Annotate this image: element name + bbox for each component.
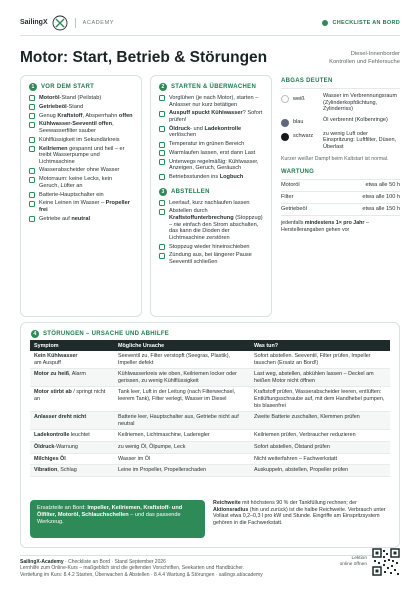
reichweite-note: Reichweite mit höchstens 90 % der Tankfüllung rechnen; der Aktionsradius (hin und zurück) ist die halbe Reichweite. Verbrauch unter Vollast etwa 0,2–0,3 l pro kW und Stunde. Eingriffe am Einspritzsystem gehören in die Fachwerkstatt.	[213, 500, 386, 526]
table-header-row	[30, 340, 390, 351]
checklist-item[interactable]: Zündung aus, bei längerer Pause Seeventil schließen	[159, 252, 263, 265]
ersatzteile-box: Ersatzteile an Bord: Impeller, Keilriemen, Kraftstoff- und Ölfilter, Motoröl, Schlauchschellen – und das passende Werkzeug.	[30, 500, 205, 538]
checkbox[interactable]	[159, 95, 165, 101]
column-header: Symptom	[30, 340, 114, 351]
section-title: ABSTELLEN	[171, 188, 210, 195]
checklist-item[interactable]: Motorraum: keine Lecks, kein Geruch, Lüfter an	[29, 176, 133, 189]
brand-divider	[75, 18, 76, 28]
subtitle-line: Kontrollen und Fehlersuche	[329, 59, 400, 65]
checklist-item[interactable]: Kühlflüssigkeit im Sekundärkreis	[29, 137, 133, 144]
smoke-label: schwarz	[293, 133, 314, 140]
checklist-item[interactable]: Leerlauf, kurz nachlaufen lassen	[159, 200, 263, 207]
checklist-item[interactable]: Unterwegs regelmäßig: Kühlwasser, Anzeigen, Geruch, Geräusch	[159, 159, 263, 172]
wartung-footnote: jedenfalls mindestens 1× pro Jahr – Herstellerangaben gehen vor	[281, 219, 369, 233]
checkbox[interactable]	[159, 244, 165, 250]
checkbox[interactable]	[159, 253, 165, 259]
smoke-description: zu wenig Luft oder Einspritzung: Luftfilter, Düsen, Überlast	[323, 130, 397, 150]
checklist-starten	[159, 95, 263, 181]
qr-code-icon[interactable]	[372, 548, 400, 576]
section-heading	[159, 188, 263, 196]
footer-line: SailingX-Academy · Checkliste an Bord · Stand September 2026	[20, 559, 166, 565]
section-number: 3	[159, 188, 167, 196]
badge-dot-icon	[322, 20, 328, 26]
footer-line: Vertiefung im Kurs: 8.4.2 Starten, Überwachen & Abstellen · 8.4.4 Wartung & Störungen · sailingx.at/academy	[20, 571, 263, 578]
column-header: Mögliche Ursache	[114, 340, 250, 351]
checkbox[interactable]	[29, 216, 35, 222]
checklist-vor-dem-start	[29, 95, 133, 222]
checklist-item[interactable]: Kühlwasser-Seeventil offen, Seewasserfilter sauber	[29, 121, 133, 134]
section-heading	[31, 330, 169, 338]
checkbox[interactable]	[159, 200, 165, 206]
checkbox[interactable]	[29, 95, 35, 101]
table-row: Öldruck-Warnung zu wenig Öl, Ölpumpe, Leck Sofort abstellen, Ölstand prüfen	[30, 441, 390, 453]
abgas-note: Kurzer weißer Dampf beim Kaltstart ist normal.	[281, 155, 389, 162]
checklist-item[interactable]: Keilriemen gespannt und heil – er treibt Wasserpumpe und Lichtmaschine	[29, 146, 133, 166]
checkbox[interactable]	[159, 209, 165, 215]
section-number: 1	[29, 83, 37, 91]
section-heading	[159, 83, 263, 91]
table-row: Milchiges Öl Wasser im Öl Nicht weiterfahren – Fachwerkstatt	[30, 453, 390, 465]
table-row: Vibration, Schlag Leine im Propeller, Propellerschaden Auskuppeln, abstellen, Propeller prüfen	[30, 465, 390, 477]
checklist-item[interactable]: Batterie-Hauptschalter ein	[29, 192, 133, 199]
smoke-description: Öl verbrennt (Kolbenringe)	[323, 116, 388, 123]
checkbox[interactable]	[29, 192, 35, 198]
checklist-item[interactable]: Betriebsstunden ins Logbuch	[159, 174, 263, 181]
checklist-item[interactable]: Getriebeöl-Stand	[29, 104, 133, 111]
section-title: STARTEN & ÜBERWACHEN	[171, 84, 257, 90]
checkbox[interactable]	[29, 122, 35, 128]
checkbox[interactable]	[29, 137, 35, 143]
divider	[281, 88, 400, 89]
smoke-swatch-black	[281, 133, 289, 141]
checkbox[interactable]	[29, 146, 35, 152]
checklist-badge	[322, 20, 400, 26]
checkbox[interactable]	[29, 201, 35, 207]
panel-vor-dem-start	[20, 75, 142, 317]
table-row: Anlasser dreht nicht Batterie leer, Hauptschalter aus, Getriebe nicht auf neutral Zweite Batterie zuschalten, Klemmen prüfen	[30, 412, 390, 430]
abgas-row	[281, 117, 400, 127]
checkbox[interactable]	[159, 142, 165, 148]
table-row: Motor stirbt ab / springt nicht an Tank leer, Luft in der Leitung (nach Filterwechsel, leerem Tank), Filter verlegt, Wasser im Diesel Kraftstoff prüfen, Wasserabscheider leeren, entlüften: Entlüftungsschraube auf, mit dem Handhebel pumpen, bis blasenfrei	[30, 387, 390, 412]
checklist-abstellen	[159, 200, 263, 266]
right-column	[281, 78, 400, 233]
wartung-row: Filter etwa alle 100 h	[281, 192, 400, 204]
checklist-item[interactable]: Motoröl-Stand (Peilstab)	[29, 95, 133, 102]
footer-line: Lernhilfe zum Online-Kurs – maßgeblich sind die geltenden Vorschriften, Seekarten und Handbücher.	[20, 565, 245, 572]
checkbox[interactable]	[29, 177, 35, 183]
checklist-item[interactable]: Auspuff spuckt Kühlwasser? Sofort prüfen!	[159, 110, 263, 123]
checklist-item[interactable]: Wasserabscheider ohne Wasser	[29, 167, 133, 174]
smoke-label: weiß	[293, 95, 305, 102]
section-number: 2	[159, 83, 167, 91]
checklist-item[interactable]: Vorglühen (je nach Motor), starten – Anlasser nur kurz betätigen	[159, 95, 263, 108]
table-row: Ladekontrolle leuchtet Keilriemen, Lichtmaschine, Laderegler Keilriemen prüfen, Verbraucher reduzieren	[30, 430, 390, 442]
section-title: STÖRUNGEN – URSACHE UND ABHILFE	[43, 331, 170, 337]
smoke-description: Wasser im Verbrennungsraum (Zylinderkopfdichtung, Zylinderriss)	[323, 93, 398, 113]
checkbox[interactable]	[159, 150, 165, 156]
table-row: Motor zu heiß, Alarm Kühlwasserkreis wie oben, Keilriemen locker oder gerissen, zu wenig Kühlflüssigkeit Last weg, abstellen, abkühlen lassen – Deckel am heißen Motor nicht öffnen	[30, 369, 390, 387]
smoke-label: blau	[293, 119, 304, 126]
section-number: 4	[31, 330, 39, 338]
brand-name: SailingX	[20, 19, 48, 26]
qr-label: Lektion online öffnen	[339, 556, 367, 567]
brand-sub: ACADEMY	[82, 19, 115, 26]
sailingx-logo-icon	[52, 15, 68, 31]
subtitle-line: Diesel-Innenborder	[350, 51, 400, 57]
checkbox[interactable]	[29, 168, 35, 174]
checklist-item[interactable]: Genug Kraftstoff, Absperrhahn offen	[29, 113, 133, 120]
panel-starten-abstellen	[150, 75, 272, 317]
qr-block[interactable]	[340, 548, 400, 576]
section-title: VOR DEM START	[41, 84, 95, 90]
wartung-row: Motoröl etwa alle 50 h	[281, 180, 400, 192]
checklist-item[interactable]: Keine Leinen im Wasser – Propeller frei	[29, 200, 133, 213]
checklist-item[interactable]: Warmlaufen lassen, erst dann Last	[159, 150, 263, 157]
page-footer	[20, 555, 400, 581]
section-heading	[29, 83, 133, 91]
table-row: Kein Kühlwasser am Auspuff Seeventil zu, Filter verstopft (Seegras, Plastik), Impeller defekt Sofort abstellen. Seeventil, Filter prüfen, Impeller tauschen (Ersatz an Bord!)	[30, 351, 390, 369]
abgas-row	[281, 131, 400, 151]
wartung-heading: WARTUNG	[281, 168, 315, 175]
wartung-row: Getriebeöl etwa alle 150 h	[281, 204, 400, 216]
checkbox[interactable]	[29, 104, 35, 110]
page-title: Motor: Start, Betrieb & Störungen	[20, 49, 268, 66]
stoerungen-table	[30, 340, 390, 477]
checklist-item[interactable]: Getriebe auf neutral	[29, 216, 133, 223]
wartung-table	[281, 180, 400, 216]
abgas-row	[281, 93, 400, 113]
checklist-item[interactable]: Abstellen durch Kraftstoffunterbrechung (Stoppzug) – nie einfach den Strom abschalten, das kann die Dioden der Lichtmaschine zerstören	[159, 208, 263, 241]
checkbox[interactable]	[29, 113, 35, 119]
page-subtitle	[329, 50, 400, 66]
checklist-item[interactable]: Öldruck- und Ladekontrolle verlöschen	[159, 126, 263, 139]
checkbox[interactable]	[159, 111, 165, 117]
smoke-swatch-white	[281, 95, 289, 103]
badge-label: CHECKLISTE AN BORD	[332, 19, 400, 26]
column-header: Was tun?	[250, 340, 390, 351]
checkbox[interactable]	[159, 159, 165, 165]
smoke-swatch-blue	[281, 119, 289, 127]
abgas-heading: ABGAS DEUTEN	[281, 78, 333, 84]
checklist-item[interactable]: Temperatur im grünen Bereich	[159, 141, 263, 148]
checkbox[interactable]	[159, 174, 165, 180]
checkbox[interactable]	[159, 126, 165, 132]
page-header	[20, 14, 400, 36]
brand	[20, 15, 114, 31]
checklist-item[interactable]: Stoppzug wieder hineinschieben	[159, 244, 263, 251]
